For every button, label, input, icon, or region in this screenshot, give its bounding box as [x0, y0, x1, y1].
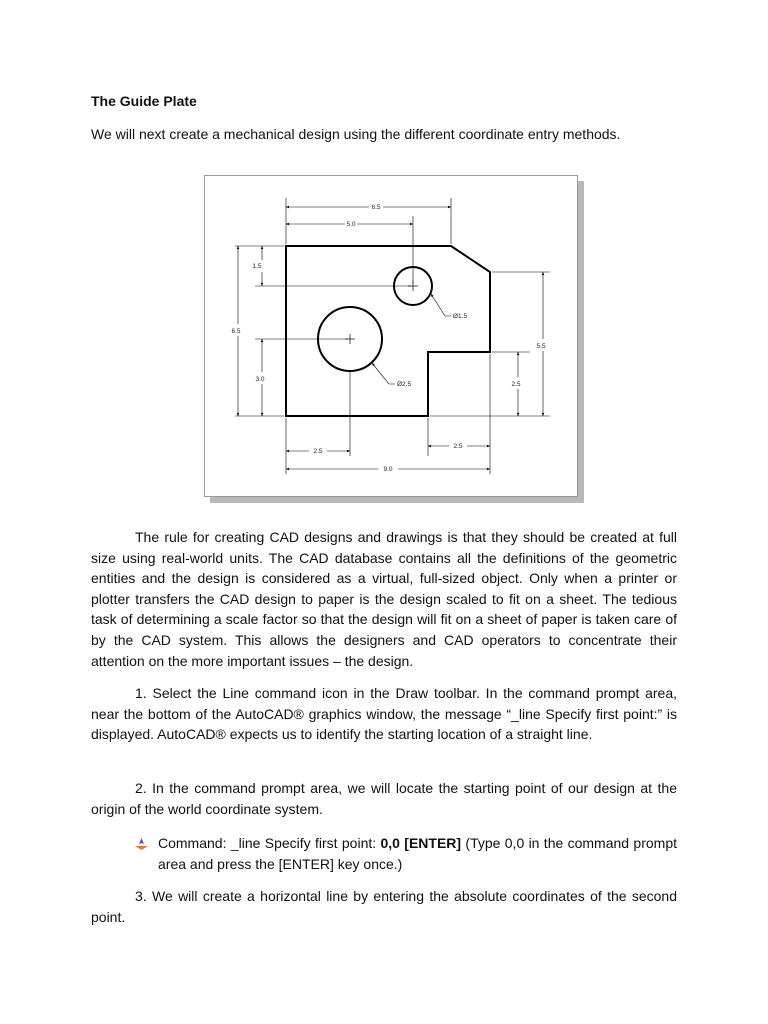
command-bullet	[133, 833, 677, 874]
guide-plate-drawing	[205, 176, 577, 496]
guide-plate-figure	[204, 175, 578, 497]
command-suffix: (Type 0,0 in the command prompt area and press the [ENTER] key once.)	[158, 835, 677, 872]
dim-overall-width: 9.0	[383, 466, 393, 473]
section-heading: The Guide Plate	[91, 93, 197, 109]
extension-lines	[235, 198, 550, 474]
dim-small-hole-diameter: Ø1.5	[453, 313, 468, 320]
plate-outline	[286, 246, 490, 416]
dim-hole-offset-x: 5.0	[346, 221, 356, 228]
dim-step-width: 2.5	[453, 443, 463, 450]
command-prefix: Command: _line Specify first point:	[158, 835, 381, 851]
dim-large-hole-diameter: Ø2.5	[397, 381, 412, 388]
dim-big-hole-offset-x: 2.5	[313, 448, 323, 455]
dim-overall-height: 6.5	[231, 328, 241, 335]
paragraph-step-3: 3. We will create a horizontal line by entering the absolute coordinates of the second point.	[91, 888, 677, 925]
dim-step-height: 2.5	[511, 381, 521, 388]
dim-right-height: 5.5	[536, 343, 546, 350]
paragraph-step-1: 1. Select the Line command icon in the Draw toolbar. In the command prompt area, near the bottom of the AutoCAD® graphics window, the message “_line Specify first point:” is displayed. AutoCAD® expects us to identify the starting location of a straight line.	[91, 685, 677, 743]
paragraph-cad-rule: The rule for creating CAD designs and drawings is that they should be created at full size using real-world units. The CAD database contains all the definitions of the geometric entities and the design is considered as a virtual, full-sized object. Only when a printer or plotter transfers the CAD design to paper is the design scaled to fit on a sheet. The tedious task of determining a scale factor so that the design will fit on a sheet of paper is taken care of by the CAD system. This allows the designers and CAD operators to concentrate their attention on the more important issues – the design.	[91, 529, 677, 669]
dim-hole-offset-y: 1.5	[252, 263, 262, 270]
intro-text: We will next create a mechanical design using the different coordinate entry methods.	[91, 126, 621, 142]
dim-big-hole-height: 3.0	[255, 376, 265, 383]
paragraph-step-2: 2. In the command prompt area, we will locate the starting point of our design at the origin of the world coordinate system.	[91, 780, 677, 817]
bullet-arrow-icon	[135, 838, 148, 850]
dim-top-width: 6.5	[371, 204, 381, 211]
command-input: 0,0 [ENTER]	[380, 835, 462, 851]
